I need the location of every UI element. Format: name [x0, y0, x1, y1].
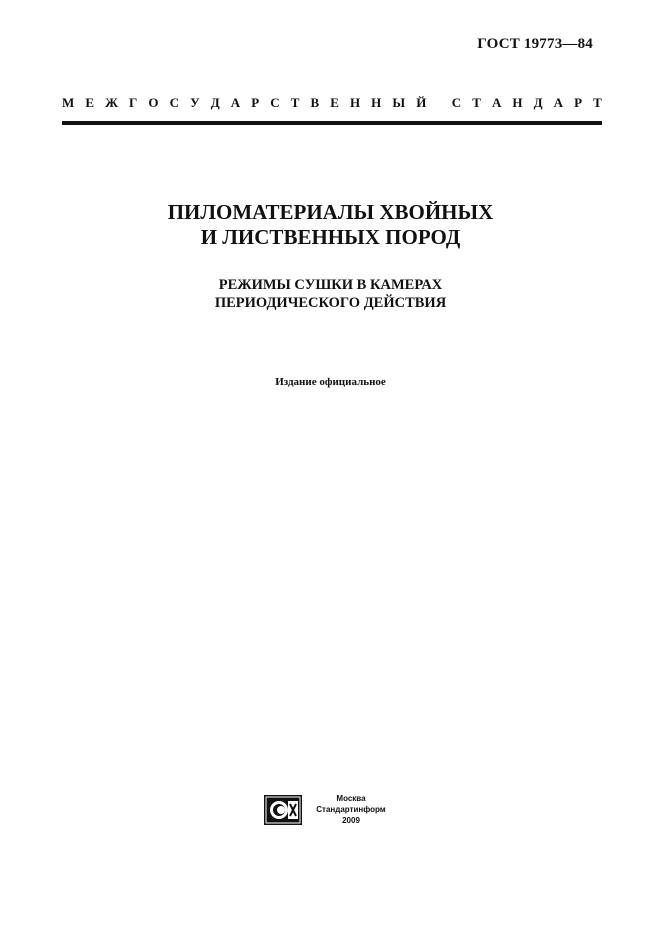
gost-number: ГОСТ 19773—84	[477, 36, 593, 52]
heading-letter: У	[190, 95, 200, 110]
heading-letter: Т	[593, 95, 602, 110]
heading-letter: А	[230, 95, 241, 110]
heading-letter: О	[148, 95, 159, 110]
heading-letter: Д	[210, 95, 220, 110]
heading-letter: Н	[349, 95, 361, 110]
heading-letter: Р	[574, 95, 583, 110]
publisher-year: 2009	[342, 816, 360, 825]
heading-letter: Ж	[105, 95, 118, 110]
edition-note: Издание официальное	[275, 376, 386, 388]
heading-letter: Г	[129, 95, 138, 110]
document-subtitle	[0, 276, 661, 312]
title-line-2: И ЛИСТВЕННЫХ ПОРОД	[200, 225, 461, 249]
heading-letter: С	[270, 95, 280, 110]
heading-letter: С	[451, 95, 462, 110]
heading-letter: Д	[533, 95, 543, 110]
heading-letter: Н	[371, 95, 382, 110]
interstate-standard-heading	[62, 95, 602, 111]
publisher-text	[312, 793, 390, 826]
heading-letter: М	[62, 95, 75, 110]
publisher-city: Москва	[336, 794, 366, 803]
publisher-block	[264, 793, 390, 826]
standartinform-logo-icon	[264, 795, 302, 825]
heading-letter: Т	[472, 95, 481, 110]
publisher-name: Стандартинформ	[316, 805, 386, 814]
heading-letter: А	[491, 95, 502, 110]
heading-letter: Т	[290, 95, 300, 110]
heading-letter: Й	[416, 95, 427, 110]
title-line-1: ПИЛОМАТЕРИАЛЫ ХВОЙНЫХ	[167, 200, 494, 224]
subtitle-line-2: ПЕРИОДИЧЕСКОГО ДЕЙСТВИЯ	[214, 295, 447, 311]
heading-letter: С	[169, 95, 179, 110]
subtitle-line-1: РЕЖИМЫ СУШКИ В КАМЕРАХ	[218, 277, 443, 293]
heading-letter: Н	[512, 95, 523, 110]
heading-letter: Е	[330, 95, 339, 110]
heading-letter: А	[553, 95, 564, 110]
heading-letter: В	[310, 95, 320, 110]
heading-letter: Е	[85, 95, 95, 110]
document-title	[0, 200, 661, 250]
heading-letter: Ы	[392, 95, 406, 110]
heading-rule	[62, 121, 602, 125]
heading-letter: Р	[251, 95, 260, 110]
heading-word-gap	[437, 95, 440, 111]
